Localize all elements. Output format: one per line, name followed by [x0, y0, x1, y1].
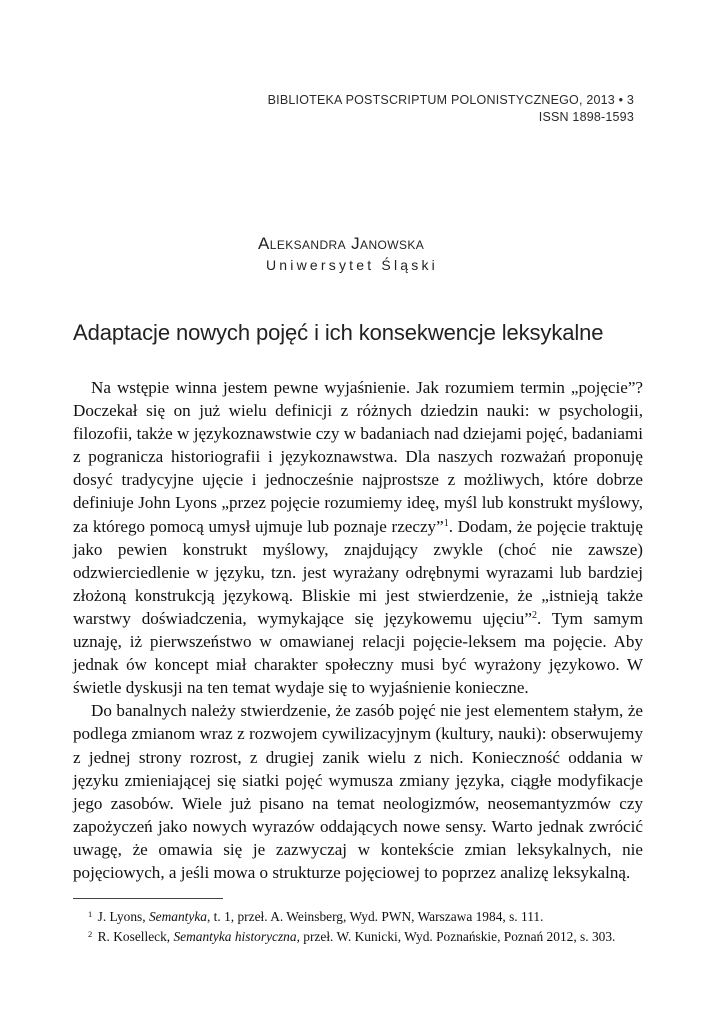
footnote-text: , t. 1, przeł. A. Weinsberg, Wyd. PWN, Warszawa 1984, s. 111. — [206, 909, 544, 924]
paragraph-1-text-b: . Dodam, że pojęcie traktuję jako pewien konstrukt myślowy, znajdujący zwykle (choć nie zawsze) odzwierciedlenie w języku, tzn. jest wyrażany odrębnymi wyrazami lub bardziej złożoną konstrukcją językową. Bliskie mi jest stwierdzenie, że „istnieją także warstwy doświadczenia, wymykające się językowemu ujęciu” — [73, 516, 643, 628]
author-block — [258, 233, 458, 275]
footnote-text: , przeł. W. Kunicki, Wyd. Poznańskie, Poznań 2012, s. 303. — [296, 929, 616, 944]
footnote-italic-title: Semantyka historyczna — [173, 929, 297, 944]
footnote-text: J. Lyons, — [97, 909, 149, 924]
footnote-text: R. Koselleck, — [97, 929, 174, 944]
footnote-number: 2 — [88, 929, 93, 939]
footnote-separator — [73, 898, 223, 899]
footnote-ref-1: 1 — [443, 517, 449, 529]
footnote-1 — [73, 907, 643, 927]
article-title: Adaptacje nowych pojęć i ich konsekwencje leksykalne — [73, 320, 604, 345]
body-paragraph-2: Do banalnych należy stwierdzenie, że zasób pojęć nie jest elementem stałym, że podlega zmianom wraz z rozwojem cywilizacyjnym (kultury, nauki): obserwujemy z jednej strony rozrost, z drugiej zanik wielu z nich. Konieczność oddania w języku zmieniającej się siatki pojęć wymusza zmiany języka, ciągłe modyfikacje jego zasobów. Wiele już pisano na temat neologizmów, neosemantyzmów czy zapożyczeń jako nowych wyrazów oddających nowe sensy. Warto jednak zwrócić uwagę, że omawia się je zazwyczaj w kontekście zmian leksykalnych, nie pojęciowych, a jeśli mowa o strukturze pojęciowej to poprzez analizę leksykalną. — [73, 701, 643, 882]
footnotes — [73, 907, 643, 947]
issn-line: ISSN 1898-1593 — [538, 110, 634, 124]
author-affiliation: Uniwersytet Śląski — [266, 257, 438, 273]
footnote-number: 1 — [88, 909, 93, 919]
article-body — [73, 376, 643, 884]
journal-header — [268, 92, 634, 126]
author-name: Aleksandra Janowska — [258, 234, 425, 253]
paragraph-1-text-a: Na wstępie winna jestem pewne wyjaśnienie. Jak rozumiem termin „pojęcie”? Doczekał się on już wielu definicji z różnych dziedzin nauki: w psychologii, filozofii, także w językoznawstwie czy w badaniach nad dziejami pojęć, badaniami z pogranicza historiografii i językoznawstwa. Dla naszych rozważań proponuję dosyć tradycyjne ujęcie i jednocześnie najprostsze z możliwych, które dobrze definiuje John Lyons „przez pojęcie rozumiemy ideę, myśl lub konstrukt myślowy, za którego pomocą umysł ujmuje lub poznaje rzeczy” — [73, 378, 643, 536]
footnote-ref-2: 2 — [531, 609, 537, 621]
paragraph-1-text-c: . Tym samym uznaję, iż pierwszeństwo w omawianej relacji pojęcie-leksem ma pojęcie. Aby jednak ów koncept miał charakter społeczny musi być wyrażony językowo. W świetle dyskusji na ten temat wydaje się to wyjaśnienie konieczne. — [73, 608, 643, 698]
journal-series-line: BIBLIOTEKA POSTSCRIPTUM POLONISTYCZNEGO, 2013 • 3 — [267, 93, 634, 107]
footnote-italic-title: Semantyka — [148, 909, 207, 924]
body-paragraph-1 — [73, 376, 643, 699]
footnote-2 — [73, 927, 643, 947]
